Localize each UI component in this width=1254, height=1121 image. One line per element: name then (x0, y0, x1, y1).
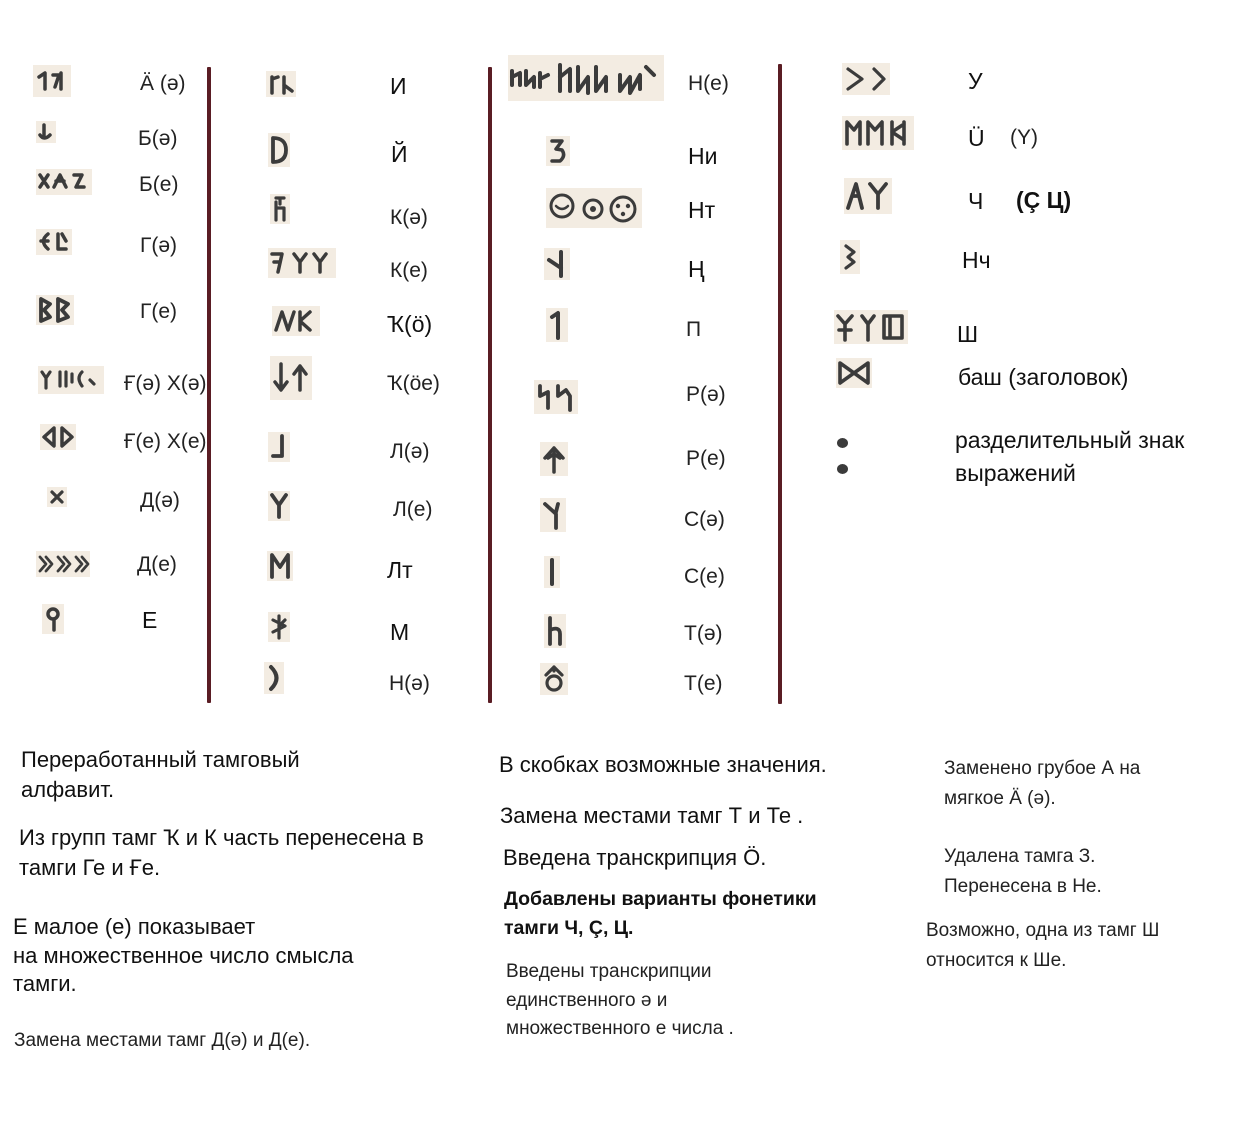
tamga-label: Нт (688, 197, 716, 223)
tamga-gh-hard-icon (38, 366, 104, 394)
tamga-label: Лт (387, 557, 413, 583)
yu-label: Ü (968, 125, 985, 151)
tamga-ni-icon (546, 136, 570, 166)
tamga-bash-icon (836, 358, 872, 388)
tamga-label: Н(е) (688, 72, 729, 95)
tamga-r-hard-icon (534, 380, 578, 414)
tamga-label: Л(е) (393, 498, 433, 521)
tamga-label: С(е) (684, 565, 725, 588)
tamga-label: Р(ə) (686, 383, 726, 406)
tamga-s-soft-icon (544, 556, 560, 588)
separator-label-line2: выражений (955, 460, 1076, 486)
tamga-q-oe-icon (270, 356, 312, 400)
tamga-label: Л(ə) (390, 440, 430, 463)
tamga-a-icon (33, 65, 71, 97)
tamga-label: Ҡ(öе) (387, 372, 440, 395)
tamga-q-o-icon (272, 306, 320, 336)
tamga-label: Г(е) (140, 300, 178, 323)
note-paragraph: Добавлены варианты фонетики тамги Ч, Ç, Ц. (504, 888, 817, 940)
tamga-label: Г(ə) (140, 234, 178, 257)
note-paragraph: Удалена тамга З. Перенесена в Не. (944, 846, 1102, 898)
tamga-g-hard-icon (36, 229, 72, 255)
tamga-nt-icon (546, 188, 642, 228)
yu-alt-label: (Y) (1010, 126, 1038, 149)
tamga-label: Ä (ə) (140, 72, 186, 95)
tamga-label: Е (142, 607, 158, 633)
note-paragraph: Переработанный тамговый алфавит. (21, 747, 300, 803)
column-divider-2 (488, 67, 492, 703)
note-paragraph: Введена транскрипция Ö. (503, 845, 767, 870)
tamga-label: С(ə) (684, 508, 725, 531)
tamga-l-hard-icon (268, 432, 290, 462)
note-paragraph: Замена местами тамг Д(ə) и Д(е). (14, 1030, 311, 1051)
tamga-i-icon (266, 71, 296, 97)
note-paragraph: В скобках возможные значения. (499, 752, 827, 777)
column-divider-1 (207, 67, 211, 703)
tamga-label: П (686, 318, 702, 341)
tamga-label: К(ə) (390, 206, 428, 229)
tamga-label: Д(е) (137, 553, 177, 576)
sh-label: Ш (957, 321, 979, 347)
tamga-label: К(е) (390, 259, 428, 282)
separator-dot-top-icon (837, 438, 848, 448)
tamga-label: И (390, 73, 407, 99)
tamga-yu-icon (842, 116, 914, 150)
u-label: У (968, 68, 983, 94)
tamga-l-soft-icon (268, 491, 290, 521)
tamga-p-icon (546, 308, 568, 342)
tamga-d-soft-icon (36, 551, 90, 577)
separator-dot-bottom-icon (837, 464, 848, 474)
tamga-r-soft-icon (540, 442, 568, 476)
tamga-g-soft-icon (36, 295, 74, 325)
tamga-label: Ҡ(ö) (387, 311, 433, 337)
tamga-label: Ни (688, 143, 718, 169)
tamga-t-soft-icon (540, 663, 568, 695)
tamga-nch-icon (840, 240, 860, 274)
tamga-lt-icon (267, 551, 293, 581)
ch-label: Ч (968, 188, 984, 214)
note-paragraph: Возможно, одна из тамг Ш относится к Ше. (926, 920, 1160, 972)
tamga-label: Ғ(ə) Х(ə) (124, 372, 207, 395)
tamga-s-hard-icon (540, 498, 566, 532)
tamga-e-icon (42, 604, 64, 634)
tamga-n-soft-icon (508, 55, 664, 101)
tamga-n-hard-icon (264, 662, 284, 694)
ch-alt-label: (Ç Ц) (1016, 187, 1072, 213)
tamga-label: Ғ(е) Х(е) (124, 430, 207, 453)
tamga-sh-icon (834, 310, 908, 344)
tamga-t-hard-icon (544, 614, 566, 648)
note-paragraph: Введены транскрипции единственного ə и множественного е числа . (506, 961, 734, 1039)
note-paragraph: Е малое (е) показывает на множественное число смысла тамги. (13, 914, 354, 997)
bash-label: баш (заголовок) (958, 364, 1129, 390)
tamga-b-hard-icon (36, 121, 56, 143)
tamga-label: Б(ə) (138, 127, 178, 150)
separator-label-line1: разделительный знак (955, 427, 1185, 453)
tamga-gh-soft-icon (40, 424, 76, 450)
note-paragraph: Заменено грубое А на мягкое Ä (ə). (944, 758, 1141, 810)
tamga-d-hard-icon (47, 487, 67, 507)
tamga-label: Й (391, 141, 408, 167)
note-paragraph: Замена местами тамг Т и Те . (500, 803, 804, 828)
tamga-b-soft-icon (36, 169, 92, 195)
tamga-label: Т(ə) (684, 622, 723, 645)
note-paragraph: Из групп тамг Ҡ и К часть перенесена в тамги Ге и Ғе. (19, 825, 424, 881)
tamga-label: Т(е) (684, 672, 723, 695)
tamga-k-hard-icon (270, 194, 290, 224)
tamga-label: Б(е) (139, 173, 179, 196)
column-divider-3 (778, 64, 782, 704)
tamga-label: М (390, 619, 410, 645)
tamga-ch-icon (844, 178, 892, 214)
tamga-m-icon (268, 612, 290, 642)
nch-label: Нч (962, 247, 991, 273)
tamga-label: Р(е) (686, 447, 726, 470)
tamga-ng-icon (544, 248, 570, 280)
tamga-u-icon (842, 63, 890, 95)
tamga-label: Ң (688, 256, 705, 282)
tamga-label: Н(ə) (389, 672, 430, 695)
tamga-label: Д(ə) (140, 489, 180, 512)
tamga-k-soft-icon (268, 248, 336, 278)
tamga-y-icon (268, 133, 290, 167)
